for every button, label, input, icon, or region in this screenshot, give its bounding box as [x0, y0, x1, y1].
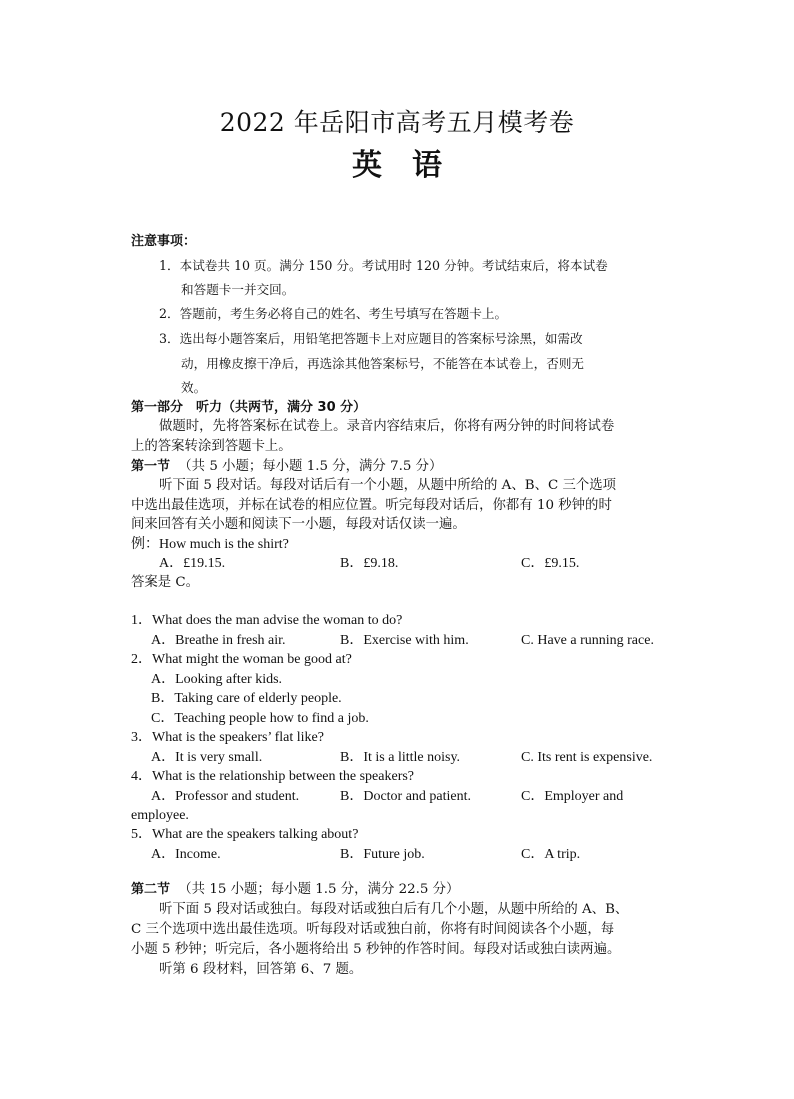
question-5-stem: 5．What are the speakers talking about?	[131, 827, 359, 842]
part1-intro-line: 做题时，先将答案标在试卷上。录音内容结束后，你将有两分钟的时间将试卷	[159, 419, 615, 434]
example-answer: 答案是 C。	[131, 575, 200, 590]
question-1-option-b: B．Exercise with him.	[340, 633, 469, 648]
question-5-option-b: B．Future job.	[340, 847, 425, 862]
notice-heading: 注意事项：	[131, 234, 197, 249]
section2-instruction-line: 小题 5 秒钟；听完后，各小题将给出 5 秒钟的作答时间。每段对话或独白读两遍。	[131, 942, 621, 957]
section1-instruction-line: 中选出最佳选项，并标在试卷的相应位置。听完每段对话后，你都有 10 秒钟的时	[131, 498, 612, 513]
question-2-stem: 2．What might the woman be good at?	[131, 652, 352, 667]
part1-intro-line: 上的答案转涂到答题卡上。	[131, 439, 292, 454]
part1-heading: 第一部分 听力（共两节，满分 30 分）	[131, 400, 367, 415]
notice-line: 和答题卡一并交回。	[181, 282, 295, 297]
question-1-option-c: C. Have a running race.	[521, 633, 654, 648]
question-5-option-c: C．A trip.	[521, 847, 581, 862]
question-4-option-a: A．Professor and student.	[151, 789, 300, 804]
section1-instruction-line: 间来回答有关小题和阅读下一小题，每段对话仅读一遍。	[131, 517, 466, 532]
example-question: 例：How much is the shirt?	[131, 537, 289, 552]
question-3-stem: 3．What is the speakers’ flat like?	[131, 730, 324, 745]
question-2-option-a: A．Looking after kids.	[151, 672, 283, 687]
section2-heading: 第二节	[131, 882, 171, 897]
question-4-option-c-wrap: employee.	[131, 808, 189, 823]
question-3-option-c: C. Its rent is expensive.	[521, 750, 653, 765]
notice-line: 2．答题前，考生务必将自己的姓名、考生号填写在答题卡上。	[159, 306, 508, 321]
notice-line: 1．本试卷共 10 页。满分 150 分。考试用时 120 分钟。考试结束后，将本试卷	[159, 258, 608, 273]
section1-instruction-line: 听下面 5 段对话。每段对话后有一个小题，从题中所给的 A、B、C 三个选项	[159, 478, 617, 493]
section2-heading-row	[131, 881, 459, 899]
example-option-b: B．£9.18.	[340, 556, 399, 571]
question-5-option-a: A．Income.	[151, 847, 221, 862]
question-1-option-a: A．Breathe in fresh air.	[151, 633, 286, 648]
question-3-option-a: A．It is very small.	[151, 750, 263, 765]
section2-instruction-line: C 三个选项中选出最佳选项。听每段对话或独白前，你将有时间阅读各个小题，每	[131, 922, 615, 937]
section2-instruction-line: 听下面 5 段对话或独白。每段对话或独白后有几个小题，从题中所给的 A、B、	[159, 902, 629, 917]
section2-heading-detail: （共 15 小题；每小题 1.5 分，满分 22.5 分）	[178, 882, 460, 897]
notice-line: 动，用橡皮擦干净后，再选涂其他答案标号，不能答在本试卷上，否则无	[181, 356, 584, 371]
section1-heading-row	[131, 458, 442, 476]
question-4-stem: 4．What is the relationship between the speakers?	[131, 769, 415, 784]
section1-heading-detail: （共 5 小题；每小题 1.5 分，满分 7.5 分）	[178, 459, 443, 474]
question-4-option-c: C．Employer and	[521, 789, 624, 804]
question-4-option-b: B．Doctor and patient.	[340, 789, 472, 804]
example-option-a: A．£19.15.	[159, 556, 226, 571]
section2-instruction-line: 听第 6 段材料，回答第 6、7 题。	[159, 962, 363, 977]
section1-heading: 第一节	[131, 459, 171, 474]
subject-title: 英 语	[352, 148, 442, 183]
notice-line: 3．选出每小题答案后，用铅笔把答题卡上对应题目的答案标号涂黑，如需改	[159, 331, 583, 346]
question-3-option-b: B．It is a little noisy.	[340, 750, 461, 765]
question-2-option-b: B．Taking care of elderly people.	[151, 691, 342, 706]
question-1-stem: 1．What does the man advise the woman to do?	[131, 613, 403, 628]
question-2-option-c: C．Teaching people how to find a job.	[151, 711, 369, 726]
exam-title: 2022 年岳阳市高考五月模考卷	[219, 108, 575, 137]
notice-line: 效。	[181, 380, 207, 395]
example-option-c: C．£9.15.	[521, 556, 580, 571]
